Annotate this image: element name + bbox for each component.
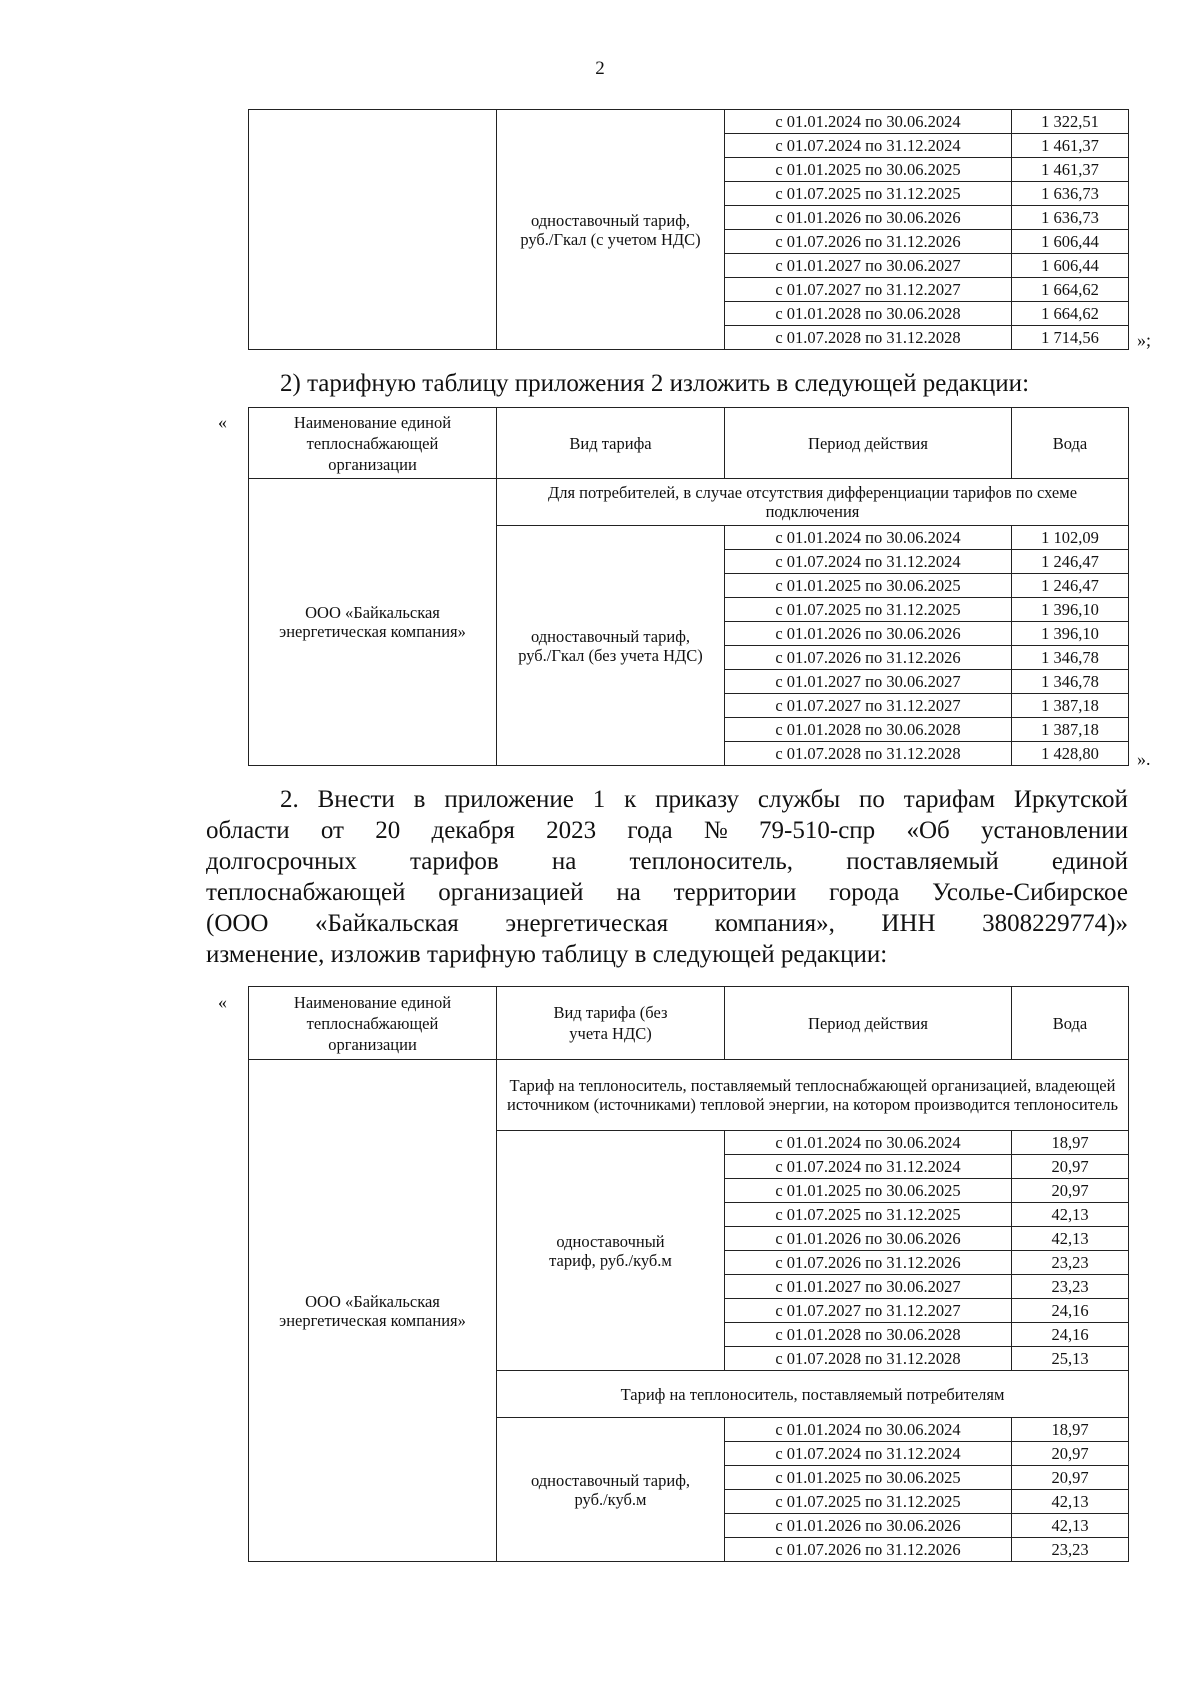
value-cell: 1 664,62 <box>1012 302 1129 326</box>
word: «Об <box>906 817 950 844</box>
value-cell: 1 387,18 <box>1012 718 1129 742</box>
period-cell: с 01.01.2026 по 30.06.2026 <box>725 622 1012 646</box>
table-row <box>249 1060 1129 1131</box>
period-cell: с 01.01.2026 по 30.06.2026 <box>725 1227 1012 1251</box>
word: приказу <box>655 786 740 813</box>
word: поставляемый <box>846 848 999 875</box>
closing-quote: »; <box>1137 330 1152 350</box>
word: 1 <box>592 786 606 813</box>
section-header: Тариф на теплоноситель, поставляемый теплоснабжающей организацией, владеющей источником (источниками) тепловой энергии, на котором производится теплоноситель <box>497 1060 1129 1131</box>
period-cell: с 01.07.2026 по 31.12.2026 <box>725 230 1012 254</box>
tariff-table-2 <box>248 407 1129 766</box>
period-cell: с 01.07.2025 по 31.12.2025 <box>725 1490 1012 1514</box>
period-cell: с 01.07.2026 по 31.12.2026 <box>725 1538 1012 1562</box>
value-cell: 20,97 <box>1012 1466 1129 1490</box>
value-cell: 1 102,09 <box>1012 526 1129 550</box>
closing-quote: ». <box>1137 749 1151 769</box>
value-cell: 1 322,51 <box>1012 110 1129 134</box>
period-cell: с 01.07.2028 по 31.12.2028 <box>725 1347 1012 1371</box>
paragraph-line <box>206 846 1128 877</box>
value-cell: 1 461,37 <box>1012 158 1129 182</box>
word: 3808229774)» <box>982 910 1128 937</box>
table-row <box>249 479 1129 526</box>
word: № <box>703 817 728 844</box>
period-cell: с 01.07.2025 по 31.12.2025 <box>725 598 1012 622</box>
value-cell: 1 636,73 <box>1012 206 1129 230</box>
value-cell: 1 396,10 <box>1012 598 1129 622</box>
header-org: Наименование единой теплоснабжающей организации <box>249 408 497 479</box>
period-cell: с 01.01.2028 по 30.06.2028 <box>725 718 1012 742</box>
value-cell: 42,13 <box>1012 1490 1129 1514</box>
org-cell <box>249 110 497 350</box>
period-cell: с 01.07.2026 по 31.12.2026 <box>725 646 1012 670</box>
paragraph-2 <box>206 784 1128 970</box>
word: 20 <box>375 817 401 844</box>
value-cell: 1 714,56 <box>1012 326 1129 350</box>
value-cell: 1 387,18 <box>1012 694 1129 718</box>
word: установлении <box>981 817 1128 844</box>
period-cell: с 01.07.2024 по 31.12.2024 <box>725 1155 1012 1179</box>
paragraph-table2-intro: 2) тарифную таблицу приложения 2 изложить в следующей редакции: <box>280 370 1030 397</box>
period-cell: с 01.01.2025 по 30.06.2025 <box>725 1179 1012 1203</box>
paragraph-line <box>206 908 1128 939</box>
period-cell: с 01.07.2025 по 31.12.2025 <box>725 1203 1012 1227</box>
word: единой <box>1051 848 1128 875</box>
paragraph-line <box>206 815 1128 846</box>
period-cell: с 01.01.2025 по 30.06.2025 <box>725 158 1012 182</box>
value-cell: 20,97 <box>1012 1179 1129 1203</box>
value-cell: 23,23 <box>1012 1251 1129 1275</box>
value-cell: 1 246,47 <box>1012 574 1129 598</box>
header-period: Период действия <box>725 408 1012 479</box>
period-cell: с 01.07.2027 по 31.12.2027 <box>725 278 1012 302</box>
tariff-type-cell: одноставочный тариф, руб./Гкал (с учетом НДС) <box>497 110 725 350</box>
section-header: Для потребителей, в случае отсутствия дифференциации тарифов по схеме подключения <box>497 479 1129 526</box>
word: на <box>551 848 577 875</box>
word: года <box>627 817 673 844</box>
header-period: Период действия <box>725 987 1012 1060</box>
table-row <box>249 408 1129 479</box>
word: (ООО <box>206 910 269 937</box>
value-cell: 1 346,78 <box>1012 646 1129 670</box>
header-type: Вид тарифа <box>497 408 725 479</box>
value-cell: 1 606,44 <box>1012 254 1129 278</box>
value-cell: 1 346,78 <box>1012 670 1129 694</box>
value-cell: 24,16 <box>1012 1323 1129 1347</box>
value-cell: 1 636,73 <box>1012 182 1129 206</box>
word: теплоснабжающей <box>206 879 406 906</box>
word: по <box>858 786 885 813</box>
word: области <box>206 817 290 844</box>
period-cell: с 01.01.2027 по 30.06.2027 <box>725 670 1012 694</box>
word: 2023 <box>546 817 597 844</box>
period-cell: с 01.07.2027 по 31.12.2027 <box>725 694 1012 718</box>
value-cell: 1 396,10 <box>1012 622 1129 646</box>
period-cell: с 01.01.2024 по 30.06.2024 <box>725 1131 1012 1155</box>
period-cell: с 01.01.2028 по 30.06.2028 <box>725 302 1012 326</box>
header-org: Наименование единой теплоснабжающей организации <box>249 987 497 1060</box>
value-cell: 25,13 <box>1012 1347 1129 1371</box>
word: Усолье-Сибирское <box>932 879 1128 906</box>
value-cell: 20,97 <box>1012 1442 1129 1466</box>
paragraph-line <box>206 877 1128 908</box>
table-row <box>249 987 1129 1060</box>
org-name-cell: ООО «Байкальская энергетическая компания» <box>249 1060 497 1562</box>
word: 2. <box>280 786 299 813</box>
period-cell: с 01.07.2026 по 31.12.2026 <box>725 1251 1012 1275</box>
word: Внести <box>317 786 395 813</box>
paragraph-line: изменение, изложив тарифную таблицу в следующей редакции: <box>206 941 888 968</box>
period-cell: с 01.07.2028 по 31.12.2028 <box>725 742 1012 766</box>
word: от <box>320 817 344 844</box>
section-header: Тариф на теплоноситель, поставляемый потребителям <box>497 1371 1129 1418</box>
period-cell: с 01.01.2026 по 30.06.2026 <box>725 1514 1012 1538</box>
word: декабря <box>431 817 515 844</box>
period-cell: с 01.01.2024 по 30.06.2024 <box>725 1418 1012 1442</box>
value-cell: 23,23 <box>1012 1275 1129 1299</box>
word: теплоноситель, <box>629 848 794 875</box>
word: тарифов <box>410 848 499 875</box>
value-cell: 1 246,47 <box>1012 550 1129 574</box>
value-cell: 24,16 <box>1012 1299 1129 1323</box>
period-cell: с 01.01.2026 по 30.06.2026 <box>725 206 1012 230</box>
word: города <box>829 879 900 906</box>
period-cell: с 01.07.2028 по 31.12.2028 <box>725 326 1012 350</box>
value-cell: 1 664,62 <box>1012 278 1129 302</box>
header-water: Вода <box>1012 408 1129 479</box>
value-cell: 42,13 <box>1012 1227 1129 1251</box>
word: «Байкальская <box>315 910 459 937</box>
table-row <box>249 110 1129 134</box>
period-cell: с 01.01.2024 по 30.06.2024 <box>725 110 1012 134</box>
word: к <box>624 786 637 813</box>
word: территории <box>673 879 797 906</box>
value-cell: 42,13 <box>1012 1203 1129 1227</box>
period-cell: с 01.07.2024 по 31.12.2024 <box>725 1442 1012 1466</box>
value-cell: 1 606,44 <box>1012 230 1129 254</box>
word: на <box>616 879 641 906</box>
period-cell: с 01.07.2025 по 31.12.2025 <box>725 182 1012 206</box>
period-cell: с 01.07.2024 по 31.12.2024 <box>725 134 1012 158</box>
word: приложение <box>444 786 574 813</box>
value-cell: 23,23 <box>1012 1538 1129 1562</box>
value-cell: 20,97 <box>1012 1155 1129 1179</box>
period-cell: с 01.07.2024 по 31.12.2024 <box>725 550 1012 574</box>
word: компания», <box>714 910 835 937</box>
word: долгосрочных <box>206 848 357 875</box>
page-number: 2 <box>595 58 605 79</box>
tariff-table-1 <box>248 109 1129 350</box>
period-cell: с 01.07.2027 по 31.12.2027 <box>725 1299 1012 1323</box>
header-type: Вид тарифа (без учета НДС) <box>497 987 725 1060</box>
tariff-type-cell: одноставочный тариф, руб./куб.м <box>497 1131 725 1371</box>
tariff-table-3 <box>248 986 1129 1562</box>
tariff-type-cell: одноставочный тариф, руб./куб.м <box>497 1418 725 1562</box>
value-cell: 18,97 <box>1012 1131 1129 1155</box>
period-cell: с 01.01.2027 по 30.06.2027 <box>725 254 1012 278</box>
header-water: Вода <box>1012 987 1129 1060</box>
word: организацией <box>438 879 584 906</box>
period-cell: с 01.01.2027 по 30.06.2027 <box>725 1275 1012 1299</box>
value-cell: 18,97 <box>1012 1418 1129 1442</box>
word: 79-510-спр <box>759 817 876 844</box>
word: ИНН <box>881 910 936 937</box>
opening-quote: « <box>218 992 227 1012</box>
word: тарифам <box>903 786 996 813</box>
org-name-cell: ООО «Байкальская энергетическая компания» <box>249 479 497 766</box>
period-cell: с 01.01.2025 по 30.06.2025 <box>725 574 1012 598</box>
value-cell: 1 461,37 <box>1012 134 1129 158</box>
value-cell: 1 428,80 <box>1012 742 1129 766</box>
period-cell: с 01.01.2028 по 30.06.2028 <box>725 1323 1012 1347</box>
value-cell: 42,13 <box>1012 1514 1129 1538</box>
opening-quote: « <box>218 412 227 432</box>
period-cell: с 01.01.2024 по 30.06.2024 <box>725 526 1012 550</box>
word: Иркутской <box>1013 786 1128 813</box>
word: службы <box>757 786 841 813</box>
word: энергетическая <box>505 910 669 937</box>
tariff-type-cell: одноставочный тариф, руб./Гкал (без учета НДС) <box>497 526 725 766</box>
word: в <box>413 786 426 813</box>
period-cell: с 01.01.2025 по 30.06.2025 <box>725 1466 1012 1490</box>
paragraph-line <box>206 784 1128 815</box>
